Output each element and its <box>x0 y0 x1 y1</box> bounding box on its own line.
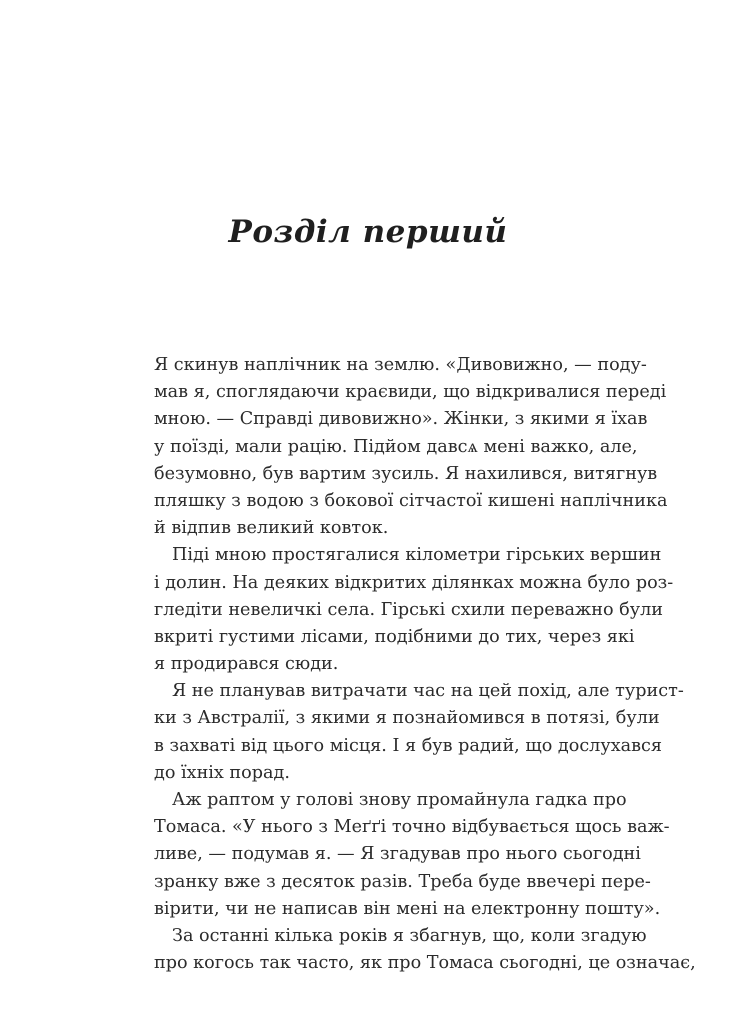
text-line: і долин. На деяких відкритих ділянках можна було роз- <box>154 572 674 593</box>
text-line: Я не планував витрачати час на цей похід, але турист- <box>172 681 684 702</box>
text-line: до їхніх порад. <box>154 762 290 783</box>
text-line: Піді мною простягалися кілометри гірських вершин <box>172 545 662 566</box>
text-line: зранку вже з десяток разів. Треба буде ввечері пере- <box>154 871 651 892</box>
text-line: мною. — Справді дивовижно». Жінки, з якими я їхав <box>154 409 648 430</box>
text-line: про когось так часто, як про Томаса сьогодні, це означає, <box>154 953 696 974</box>
text-line: я продирався сюди. <box>154 654 339 675</box>
text-line: мав я, споглядаючи краєвиди, що відкривалися переді <box>154 382 667 403</box>
text-line: вірити, чи не написав він мені на електронну пошту». <box>154 898 661 919</box>
text-line: ливе, — подумав я. — Я згадував про нього сьогодні <box>154 844 641 865</box>
text-line: у поїзді, мали рацію. Підйом давсѧ мені важко, але, <box>154 436 638 457</box>
chapter-body <box>154 352 696 977</box>
text-line: в захваті від цього місця. І я був радий, що дослухався <box>154 735 662 756</box>
paragraph-1 <box>154 352 668 542</box>
text-line: вкриті густими лісами, подібними до тих, через які <box>154 626 635 647</box>
text-line: Я скинув наплічник на землю. «Дивовижно, — поду- <box>154 355 647 375</box>
paragraph-3 <box>154 678 684 787</box>
paragraph-5 <box>154 923 696 977</box>
text-line: ки з Австралії, з якими я познайомився в потязі, були <box>154 708 660 729</box>
text-line: За останні кілька років я збагнув, що, коли згадую <box>172 925 647 946</box>
text-line: Аж раптом у голові знову промайнула гадка про <box>172 790 627 810</box>
chapter-title: Розділ перший <box>228 214 508 250</box>
paragraph-4 <box>154 787 670 923</box>
text-line: й відпив великий ковток. <box>154 518 389 539</box>
text-line: гледіти невеличкі села. Гірські схили переважно були <box>154 599 663 620</box>
text-line: безумовно, був вартим зусиль. Я нахилився, витягнув <box>154 463 658 484</box>
text-line: пляшку з водою з бокової сітчастої кишені наплічника <box>154 490 668 511</box>
paragraph-2 <box>154 542 674 678</box>
text-line: Томаса. «У нього з Меґґі точно відбувається щось важ- <box>154 817 670 838</box>
